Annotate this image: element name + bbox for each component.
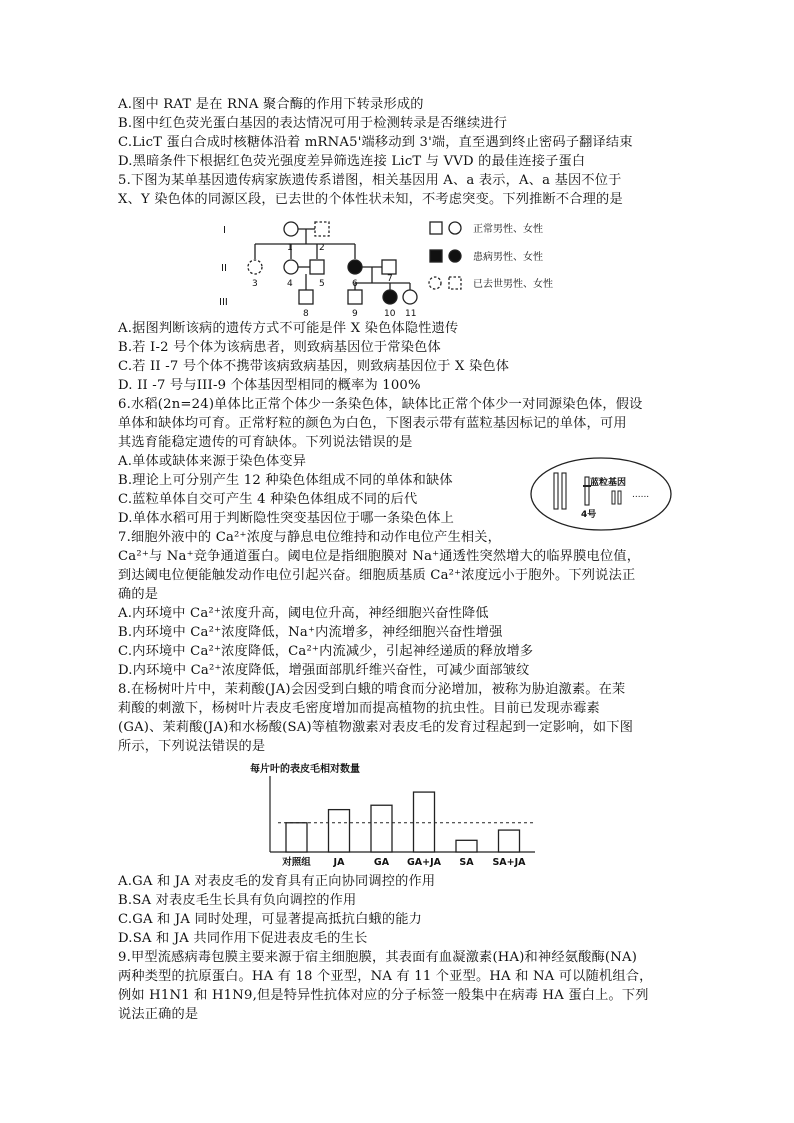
q7-stem-line-4: 确的是 (118, 587, 159, 602)
q5-option-b: B.若 I-2 号个体为该病患者，则致病基因位于常染色体 (118, 340, 441, 355)
q6-option-d: D.单体水稻可用于判断隐性突变基因位于哪一条染色体上 (118, 511, 454, 526)
q8-stem-line-4: 所示，下列说法错误的是 (118, 739, 266, 754)
chart-ylabel: 每片叶的表皮毛相对数量 (250, 764, 360, 775)
bar-5 (499, 830, 520, 852)
x-tick-label: GA+JA (407, 857, 441, 868)
q9-stem-line-2: 两种类型的抗原蛋白。HA 有 18 个亚型，NA 有 11 个亚型。HA 和 NA 可以随机组合， (118, 969, 653, 984)
individual-id: 7 (387, 274, 393, 284)
q8-option-a: A.GA 和 JA 对表皮毛的发育具有正向协同调控的作用 (118, 874, 436, 889)
q8-option-b: B.SA 对表皮毛生长具有负向调控的作用 (118, 893, 357, 908)
q5-option-c: C.若 II -7 号个体不携带该病致病基因，则致病基因位于 X 染色体 (118, 359, 510, 374)
q7-option-a: A.内环境中 Ca²⁺浓度升高，阈电位升高，神经细胞兴奋性降低 (118, 606, 489, 621)
q5-option-a: A.据图判断该病的遗传方式不可能是伴 X 染色体隐性遗传 (118, 321, 459, 336)
q8-stem-line-3: (GA)、茉莉酸(JA)和水杨酸(SA)等植物激素对表皮毛的发育过程起到一定影响，如下图 (118, 720, 634, 735)
more-chromosomes-dots: ...... (632, 490, 650, 500)
q4-option-b: B.图中红色荧光蛋白基因的表达情况可用于检测转录是否继续进行 (118, 116, 508, 131)
q7-stem-line-2: Ca²⁺与 Na⁺竞争通道蛋白。阈电位是指细胞膜对 Na⁺通透性突然增大的临界膜电位值， (118, 549, 641, 564)
individual-id: 3 (252, 279, 258, 289)
q6-option-c: C.蓝粒单体自交可产生 4 种染色体组成不同的后代 (118, 492, 418, 507)
q7-option-c: C.内环境中 Ca²⁺浓度降低，Ca²⁺内流减少，引起神经递质的释放增多 (118, 644, 534, 659)
generation-label-3: III (219, 297, 228, 308)
individual-id: 5 (319, 279, 325, 289)
q7-option-d: D.内环境中 Ca²⁺浓度降低，增强面部肌纤维兴奋性，可减少面部皱纹 (118, 663, 530, 678)
q8-option-d: D.SA 和 JA 共同作用下促进表皮毛的生长 (118, 931, 368, 946)
x-tick-label: SA+JA (492, 857, 526, 868)
x-tick-label: GA (373, 857, 390, 868)
x-tick-label: 对照组 (282, 857, 311, 868)
chromosome-4-label: 4号 (581, 510, 597, 520)
legend-affected: 患病男性、女性 (473, 252, 543, 263)
q5-stem-line-1: 5.下图为某单基因遗传病家族遗传系谱图，相关基因用 A、a 表示，A、a 基因不位于 (118, 173, 622, 188)
individual-id: 6 (352, 279, 358, 289)
bar-2 (371, 805, 392, 852)
bar-4 (456, 840, 477, 852)
monosomic-cell-diagram (528, 455, 674, 533)
q7-stem-line-3: 到达阈电位便能触发动作电位引起兴奋。细胞质基质 Ca²⁺浓度远小于胞外。下列说法正 (118, 568, 636, 583)
q7-stem-line-1: 7.细胞外液中的 Ca²⁺浓度与静息电位维持和动作电位产生相关， (118, 530, 502, 545)
individual-id: 11 (405, 309, 417, 319)
individual-id: 10 (384, 309, 396, 319)
hormone-bar-chart (245, 760, 545, 872)
q6-stem-line-2: 单体和缺体均可育。正常籽粒的颜色为白色，下图表示带有蓝粒基因标记的单体，可用 (118, 416, 627, 431)
q7-option-b: B.内环境中 Ca²⁺浓度降低，Na⁺内流增多，神经细胞兴奋性增强 (118, 625, 503, 640)
x-tick-label: SA (459, 857, 474, 868)
q6-option-a: A.单体或缺体来源于染色体变异 (118, 454, 307, 469)
q5-stem-line-2: X、Y 染色体的同源区段，已去世的个体性状未知，不考虑突变。下列推断不合理的是 (118, 192, 623, 207)
generation-label-1: I (223, 225, 226, 236)
pedigree-chart (215, 210, 590, 322)
q6-stem-line-3: 其选育能稳定遗传的可育缺体。下列说法错误的是 (118, 435, 413, 450)
q4-option-d: D.黑暗条件下根据红色荧光强度差异筛选连接 LicT 与 VVD 的最佳连接子蛋白 (118, 154, 586, 169)
legend-deceased: 已去世男性、女性 (473, 279, 553, 290)
q4-option-c: C.LicT 蛋白合成时核糖体沿着 mRNA5'端移动到 3'端，直至遇到终止密码子翻译结束 (118, 135, 633, 150)
x-tick-label: JA (333, 857, 345, 868)
q4-option-a: A.图中 RAT 是在 RNA 聚合酶的作用下转录形成的 (118, 97, 424, 112)
q9-stem-line-3: 例如 H1N1 和 H1N9,但是特异性抗体对应的分子标签一般集中在病毒 HA 蛋白上。下列 (118, 988, 649, 1003)
legend-normal: 正常男性、女性 (473, 224, 543, 235)
individual-id: 1 (287, 243, 293, 253)
q6-option-b: B.理论上可分别产生 12 种染色体组成不同的单体和缺体 (118, 473, 453, 488)
bar-1 (329, 810, 350, 852)
q9-stem-line-4: 说法正确的是 (118, 1007, 199, 1022)
generation-label-2: II (221, 263, 227, 274)
individual-id: 4 (287, 279, 293, 289)
q8-stem-line-2: 莉酸的刺激下，杨树叶片表皮毛密度增加而提高植物的抗虫性。目前已发现赤霉素 (118, 701, 600, 716)
individual-id: 8 (303, 309, 309, 319)
individual-id: 9 (352, 309, 358, 319)
bar-0 (286, 823, 307, 852)
q8-stem-line-1: 8.在杨树叶片中，茉莉酸(JA)会因受到白蛾的啃食而分泌增加，被称为胁迫激素。在茉 (118, 682, 626, 697)
q5-option-d: D. II -7 号与III-9 个体基因型相同的概率为 100% (118, 378, 421, 393)
q9-stem-line-1: 9.甲型流感病毒包膜主要来源于宿主细胞膜，其表面有血凝激素(HA)和神经氨酸酶(NA) (118, 950, 638, 965)
q8-option-c: C.GA 和 JA 同时处理，可显著提高抵抗白蛾的能力 (118, 912, 423, 927)
bar-3 (414, 792, 435, 852)
q6-stem-line-1: 6.水稻(2n=24)单体比正常个体少一条染色体，缺体比正常个体少一对同源染色体，假设 (118, 397, 643, 412)
individual-id: 2 (319, 243, 325, 253)
blue-gene-label: 蓝粒基因 (590, 478, 627, 488)
